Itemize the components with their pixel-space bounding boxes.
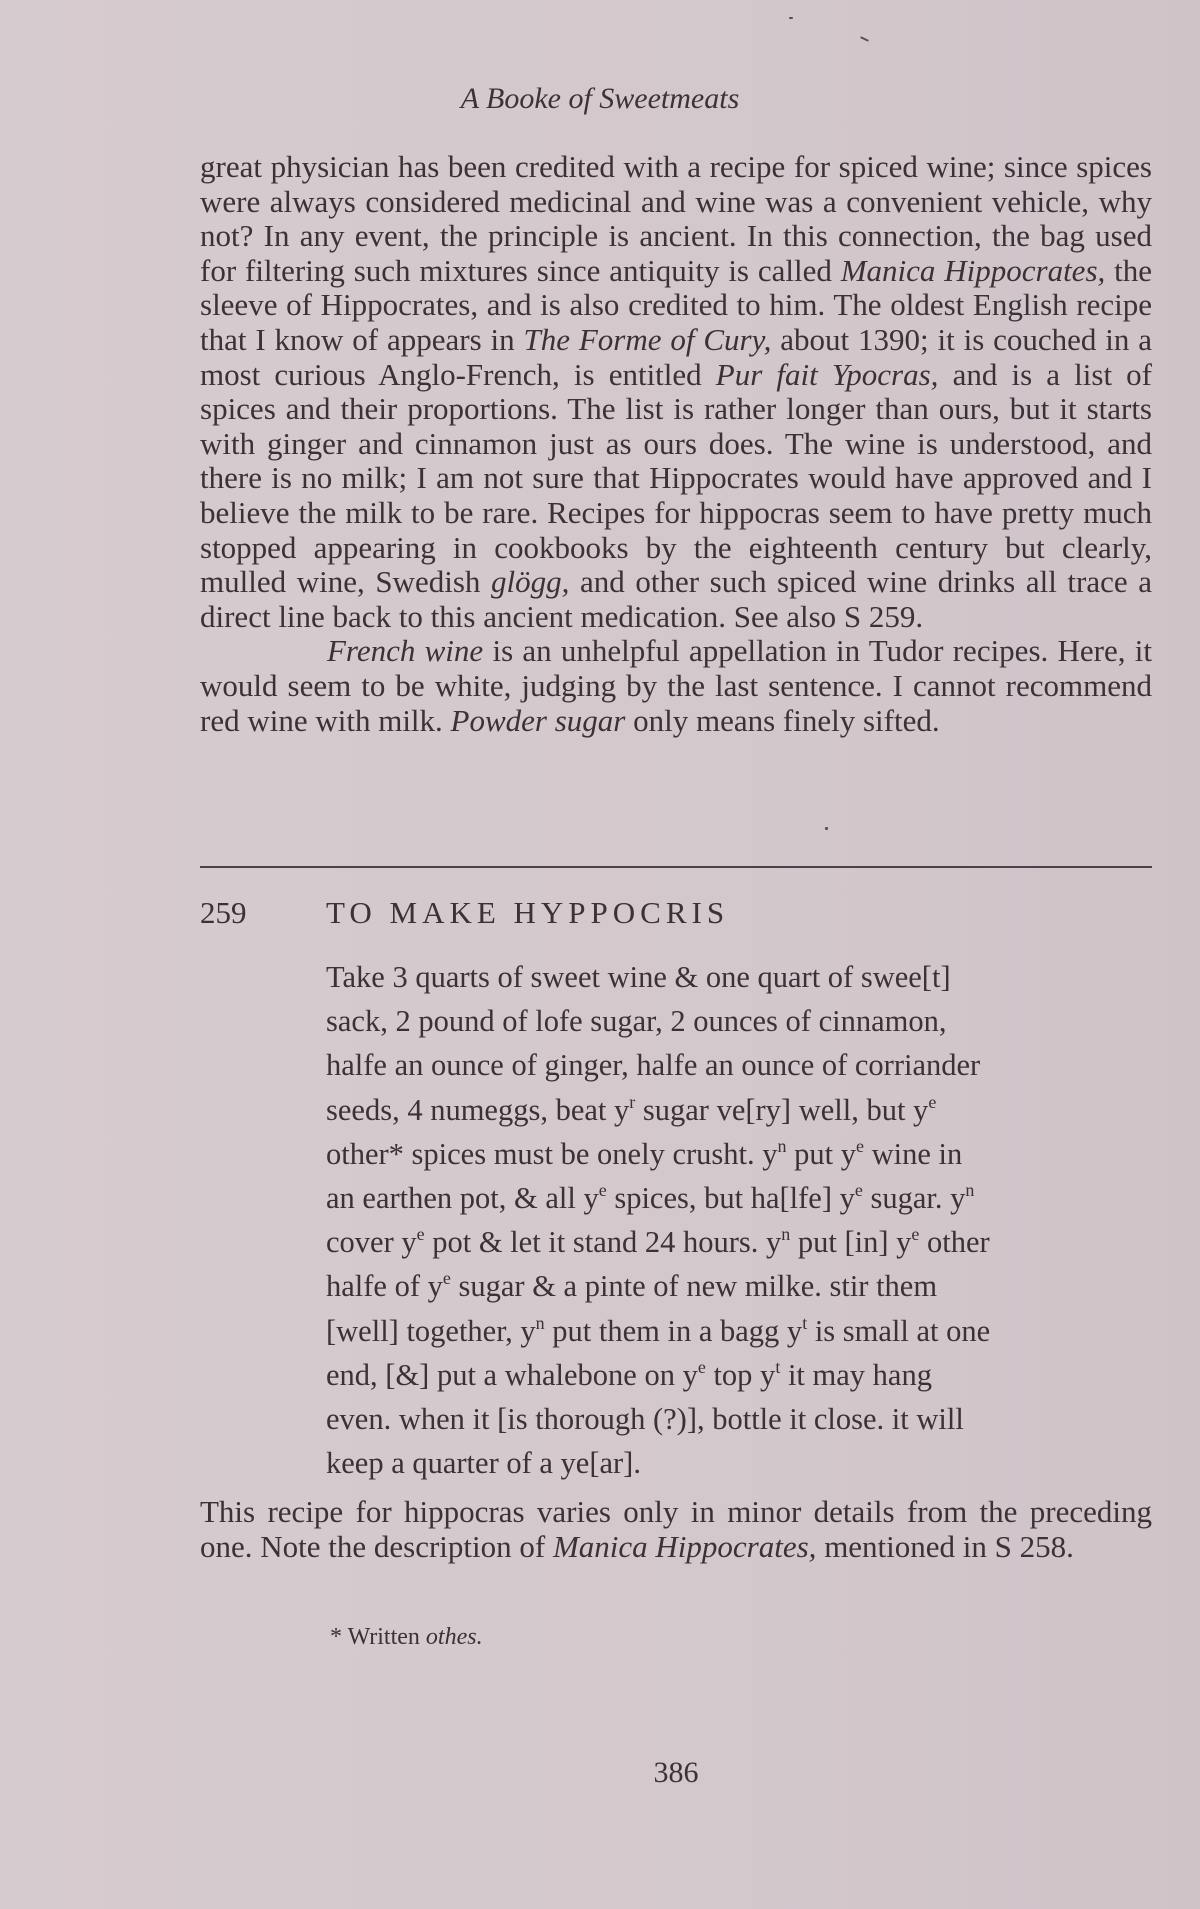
commentary-paragraph <box>200 1495 1152 1564</box>
text-run: other* spices must be onely crusht. y <box>326 1136 778 1171</box>
recipe-line <box>326 1309 1146 1353</box>
text-run: sugar. y <box>862 1181 966 1216</box>
text-run: halfe an ounce of ginger, halfe an ounce of corriander <box>326 1048 981 1083</box>
text-run: end, [&] put a whalebone on y <box>326 1357 698 1392</box>
text-run: other <box>919 1225 990 1260</box>
recipe-line <box>326 1397 1146 1441</box>
text-run: put y <box>786 1136 856 1171</box>
text-run: This recipe for hippocras varies only in minor details from the preceding one. Note the description of <box>200 1494 1152 1564</box>
recipe-line <box>326 1441 1146 1485</box>
recipe-number: 259 <box>200 895 247 930</box>
recipe-line <box>326 1088 1146 1132</box>
text-run: keep a quarter of a ye[ar]. <box>326 1446 641 1481</box>
recipe-line <box>326 955 1146 999</box>
text-run: pot & let it stand 24 hours. y <box>424 1225 782 1260</box>
superscript: n <box>965 1180 975 1201</box>
italic-term: The Forme of Cury, <box>523 321 772 357</box>
italic-term: othes. <box>425 1624 483 1650</box>
superscript: r <box>629 1091 636 1112</box>
ink-speck <box>860 36 869 42</box>
superscript: n <box>781 1224 791 1245</box>
superscript: e <box>598 1180 607 1201</box>
superscript: n <box>535 1312 545 1333</box>
intro-text-block <box>200 150 1152 738</box>
recipe-line <box>326 1043 1146 1087</box>
recipe-line <box>326 1353 1146 1397</box>
text-run: is an unhelpful appellation in Tudor recipes. Here, it would seem to be white, judging by the last sentence. I cannot recommend red wine with milk. <box>200 633 1152 738</box>
superscript: e <box>855 1135 864 1156</box>
text-run: sugar & a pinte of new milke. stir them <box>450 1269 938 1304</box>
superscript: e <box>928 1091 937 1112</box>
text-run: [well] together, y <box>326 1313 536 1348</box>
recipe-line <box>326 1264 1146 1308</box>
text-run: halfe of y <box>326 1269 443 1304</box>
text-run: put them in a bagg y <box>544 1313 803 1348</box>
superscript: t <box>775 1356 781 1377</box>
second-paragraph <box>200 634 1152 738</box>
text-run: put [in] y <box>790 1225 912 1260</box>
ink-speck <box>789 17 793 19</box>
text-run: sugar ve[ry] well, but y <box>635 1092 929 1127</box>
superscript: e <box>442 1268 451 1289</box>
superscript: e <box>854 1180 863 1201</box>
superscript: e <box>697 1356 706 1377</box>
text-run: cover y <box>326 1225 417 1260</box>
italic-term: glögg, <box>490 564 570 600</box>
text-run: it may hang <box>780 1357 932 1392</box>
text-run: the sleeve of Hippocrates, and is also credited to him. The oldest English recipe that I know of appears in <box>200 252 1152 357</box>
text-run: about 1390; it is couched in a most curious Anglo-French, is entitled <box>200 321 1152 392</box>
italic-term: Manica Hippocrates, <box>552 1528 817 1564</box>
text-run: spices, but ha[lfe] y <box>606 1181 855 1216</box>
running-head: A Booke of Sweetmeats <box>460 82 740 115</box>
recipe-line <box>326 1176 1146 1220</box>
recipe-line <box>326 999 1146 1043</box>
superscript: e <box>416 1224 425 1245</box>
text-run: Take 3 quarts of sweet wine & one quart of swee[t] <box>326 960 951 994</box>
text-run: great physician has been credited with a recipe for spiced wine; since spices were always considered medicinal and wine was a convenient vehicle, why not? In any event, the principle is ancient. In this connection, the bag used for filtering such mixtures since antiquity is called <box>200 149 1152 288</box>
recipe-line <box>326 1132 1146 1176</box>
commentary-block <box>200 1495 1152 1564</box>
text-run: and is a list of spices and their proportions. The list is rather longer than ours, but it starts with ginger and cinnamon just as ours does. The wine is understood, and there is no milk; I am not sure that Hippocrates would have approved and I believe the milk to be rare. Recipes for hippocras seem to have pretty much stopped appearing in cookbooks by the eighteenth century but clearly, mulled wine, Swedish <box>200 356 1153 600</box>
text-run: even. when it [is thorough (?)], bottle it close. it will <box>326 1402 964 1437</box>
intro-paragraph <box>200 150 1152 634</box>
recipe-line <box>326 1220 1146 1264</box>
italic-term: French wine <box>327 633 484 669</box>
text-run: only means finely sifted. <box>625 702 940 738</box>
section-divider <box>200 866 1152 868</box>
superscript: e <box>911 1224 920 1245</box>
italic-term: Powder sugar <box>450 702 626 738</box>
text-run: top y <box>705 1357 776 1392</box>
page-number: 386 <box>653 1756 699 1789</box>
italic-term: Manica Hippocrates, <box>840 252 1106 288</box>
text-run: and other such spiced wine drinks all trace a direct line back to this ancient medication. See also S 259. <box>200 564 1152 634</box>
recipe-body <box>326 955 1146 1485</box>
superscript: n <box>777 1135 787 1156</box>
text-run: sack, 2 pound of lofe sugar, 2 ounces of cinnamon, <box>326 1004 947 1039</box>
text-run: an earthen pot, & all y <box>326 1181 599 1216</box>
text-run: wine in <box>863 1136 963 1171</box>
superscript: t <box>802 1312 808 1333</box>
recipe-title: TO MAKE HYPPOCRIS <box>326 895 730 930</box>
ink-speck <box>825 827 828 830</box>
text-run: seeds, 4 numeggs, beat y <box>326 1092 630 1127</box>
text-run: is small at one <box>807 1313 991 1348</box>
italic-term: Pur fait Ypocras, <box>715 356 939 392</box>
footnote <box>330 1624 483 1651</box>
text-run: mentioned in S 258. <box>816 1528 1074 1564</box>
text-run: * Written <box>330 1624 426 1650</box>
